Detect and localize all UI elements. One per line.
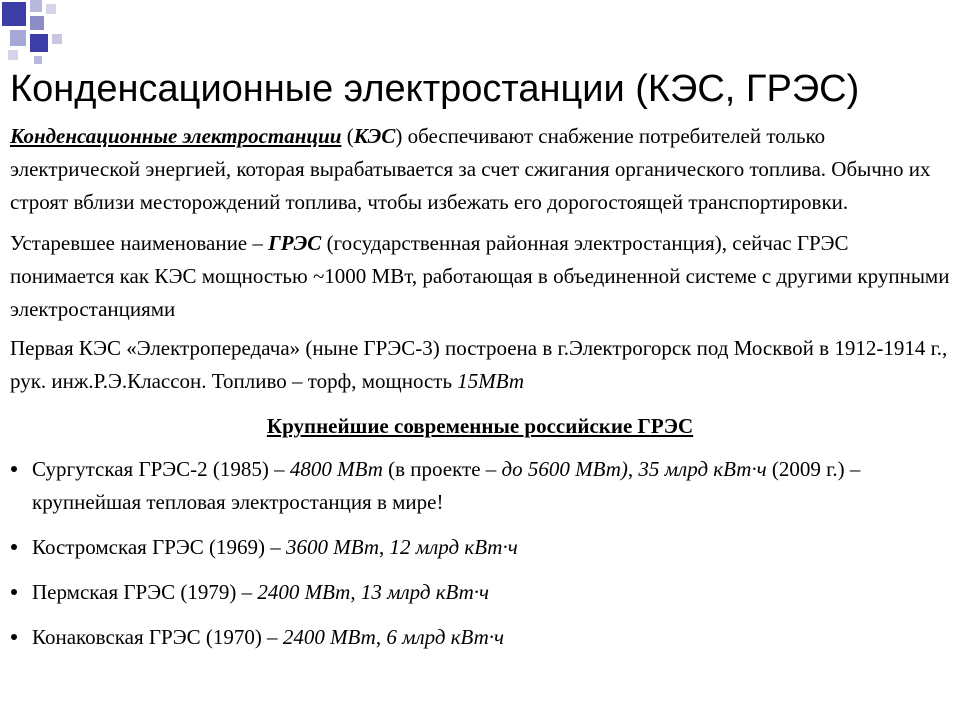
text-run: , bbox=[350, 580, 361, 604]
bullet-dot-icon bbox=[11, 544, 17, 550]
text-run: , bbox=[627, 457, 639, 481]
station-name: Пермская ГРЭС (1979) – bbox=[32, 580, 258, 604]
text-run: , bbox=[379, 535, 390, 559]
list-item-perm bbox=[10, 576, 950, 609]
slide-content bbox=[10, 120, 950, 666]
text-run: Устаревшее наименование – bbox=[10, 231, 269, 255]
energy-value: 12 млрд кВт·ч bbox=[389, 535, 518, 559]
energy-value: 13 млрд кВт·ч bbox=[360, 580, 490, 604]
paragraph-first-kes bbox=[10, 332, 950, 398]
text-run: ( bbox=[341, 124, 354, 148]
deco-square bbox=[8, 50, 18, 60]
section-heading-text: Крупнейшие современные российские ГРЭС bbox=[266, 414, 694, 438]
power-value: 2400 МВт bbox=[257, 580, 351, 604]
corner-squares-decoration bbox=[0, 0, 80, 70]
power-value: 4800 МВт bbox=[289, 457, 383, 481]
deco-square bbox=[2, 2, 26, 26]
text-run: ) обеспечивают снабжение потребителей только электрической энергией, которая вырабатывается за счет сжигания органического топлива. Обычно их строят вблизи месторождений топлива, чтобы избежать его дорогостоящей транспортировки. bbox=[10, 124, 931, 214]
deco-square bbox=[46, 4, 56, 14]
deco-square bbox=[52, 34, 62, 44]
abbr-gres: ГРЭС bbox=[268, 231, 322, 255]
deco-square bbox=[30, 0, 42, 12]
station-name: Костромская ГРЭС (1969) – bbox=[32, 535, 286, 559]
power-value: 3600 МВт bbox=[286, 535, 379, 559]
power-value: 2400 МВт bbox=[282, 625, 376, 649]
gres-list bbox=[10, 453, 950, 654]
list-item-kostroma bbox=[10, 531, 950, 564]
section-heading bbox=[10, 410, 950, 443]
list-item-konakovo bbox=[10, 621, 950, 654]
station-name: Сургутская ГРЭС-2 (1985) – bbox=[32, 457, 290, 481]
text-run: Первая КЭС «Электропередача» (ныне ГРЭС-3) построена в г.Электрогорск под Москвой в 1912-1914 г., рук. инж.Р.Э.Классон. Топливо – торф, мощность bbox=[10, 336, 948, 393]
text-run: (государственная районная электростанция), сейчас ГРЭС понимается как КЭС мощностью ~1000 МВт, работающая в объединенной системе с другими крупными электростанциями bbox=[10, 231, 950, 321]
paragraph-gres-name bbox=[10, 227, 950, 326]
project-power-value: до 5600 МВт) bbox=[501, 457, 628, 481]
deco-square bbox=[30, 34, 48, 52]
list-item-surgut bbox=[10, 453, 950, 519]
power-value: 15МВт bbox=[457, 369, 525, 393]
text-run: (2009 г.) – крупнейшая тепловая электростанция в мире! bbox=[32, 457, 861, 514]
deco-square bbox=[30, 16, 44, 30]
deco-square bbox=[10, 30, 26, 46]
station-name: Конаковская ГРЭС (1970) – bbox=[32, 625, 283, 649]
bullet-dot-icon bbox=[11, 466, 17, 472]
paragraph-kes-definition bbox=[10, 120, 950, 219]
deco-square bbox=[34, 56, 42, 64]
text-run: , bbox=[375, 625, 387, 649]
bullet-dot-icon bbox=[11, 634, 17, 640]
bullet-dot-icon bbox=[11, 589, 17, 595]
text-run: (в проекте – bbox=[382, 457, 502, 481]
energy-value: 35 млрд кВт·ч bbox=[638, 457, 767, 481]
slide-title: Конденсационные электростанции (КЭС, ГРЭС) bbox=[10, 68, 860, 110]
term-kes: Конденсационные электростанции bbox=[10, 124, 342, 148]
energy-value: 6 млрд кВт·ч bbox=[386, 625, 505, 649]
abbr-kes: КЭС bbox=[353, 124, 396, 148]
